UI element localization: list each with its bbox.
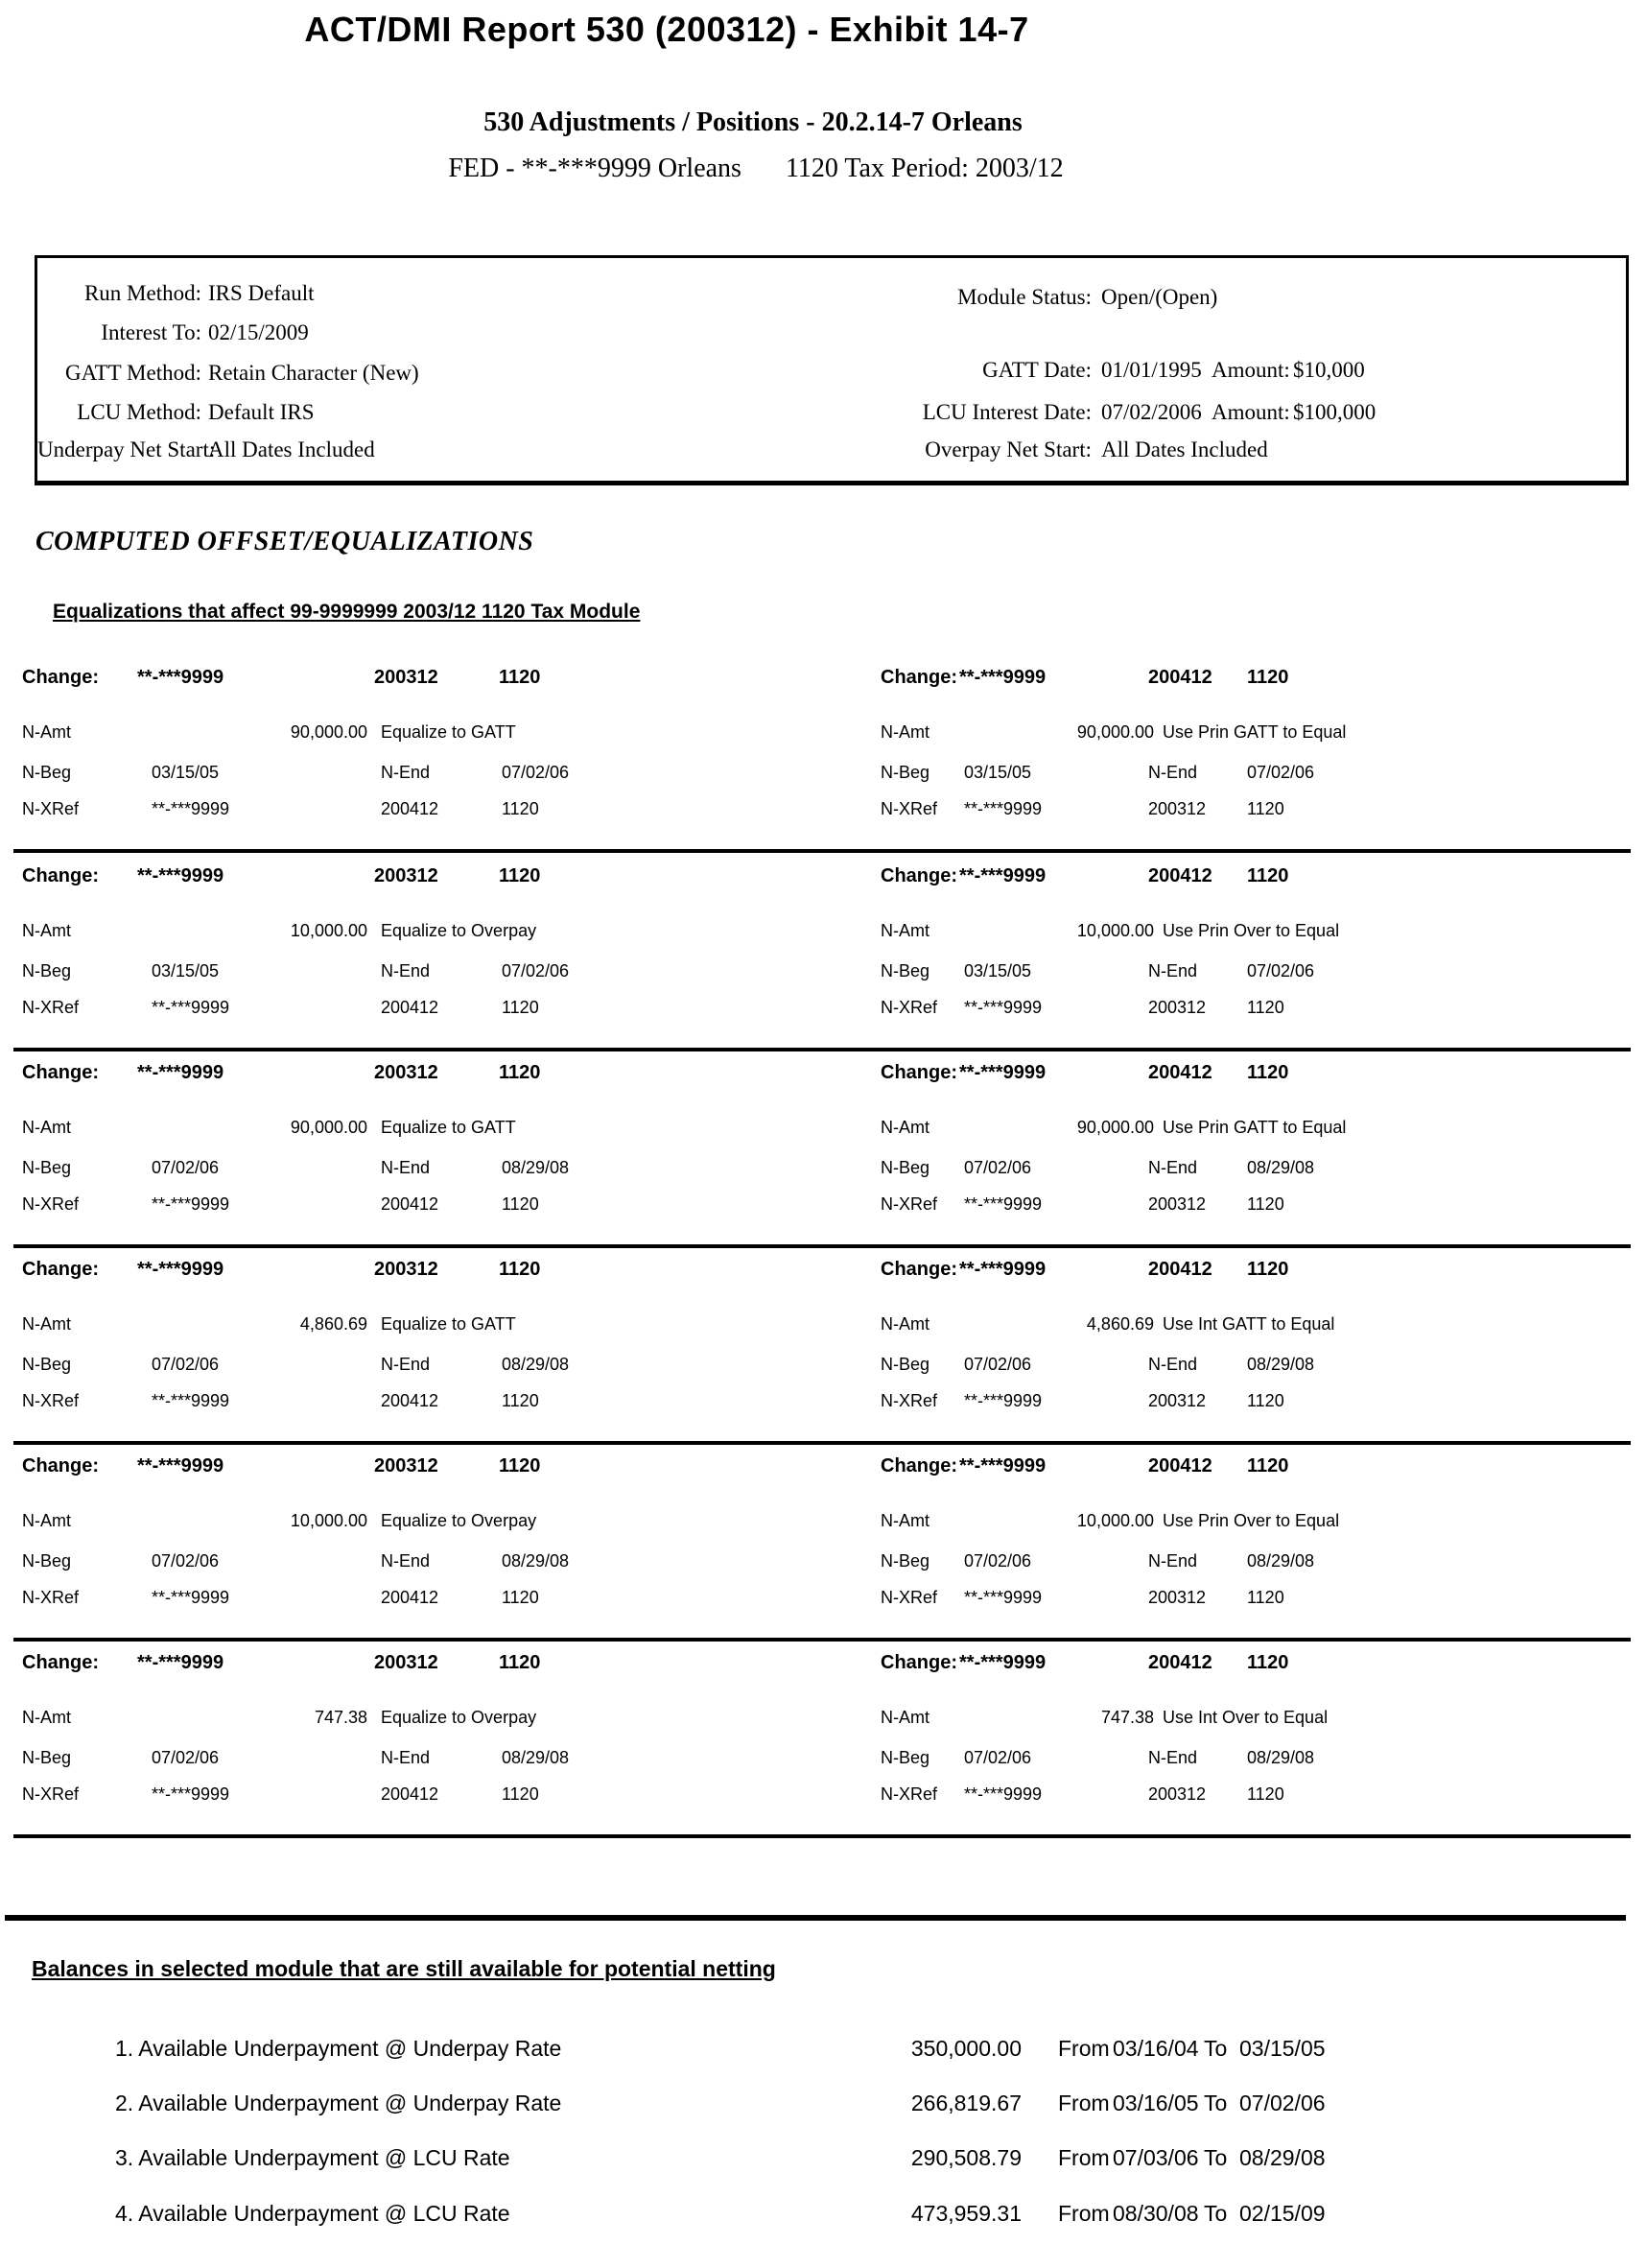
n-xref-label: N-XRef [22,1194,80,1214]
n-xref-period: 200412 [381,1194,439,1214]
info-label: Underpay Net Start: [37,437,216,461]
n-amt-desc: Equalize to GATT [381,1314,516,1334]
n-xref-label: N-XRef [881,998,938,1017]
n-amt-value: 90,000.00 [1076,1118,1154,1137]
n-xref-label: N-XRef [881,1784,938,1804]
n-amt-desc: Equalize to Overpay [381,1511,537,1530]
n-xref-tin: **-***9999 [152,1784,230,1804]
n-xref-label: N-XRef [22,799,80,818]
change-mft: 1120 [499,1259,541,1280]
section-title: COMPUTED OFFSET/EQUALIZATIONS [35,527,534,556]
n-end-date: 07/02/06 [1247,763,1315,782]
n-beg-label: N-Beg [881,1748,930,1767]
change-period: 200412 [1148,1455,1212,1477]
balance-label: 4. Available Underpayment @ LCU Rate [115,2201,510,2226]
n-beg-label: N-Beg [881,763,930,782]
change-mft: 1120 [1247,1062,1289,1083]
n-end-label: N-End [1148,763,1198,782]
info-value: Open/(Open) [1101,285,1218,309]
n-xref-mft: 1120 [502,998,539,1017]
balances-title: Balances in selected module that are still available for potential netting [32,1956,776,1981]
n-xref-tin: **-***9999 [964,1194,1043,1214]
n-xref-mft: 1120 [502,1391,539,1410]
n-xref-period: 200312 [1148,1194,1207,1214]
n-end-date: 08/29/08 [502,1355,570,1374]
n-amt-label: N-Amt [881,1118,929,1137]
balance-label: 3. Available Underpayment @ LCU Rate [115,2145,510,2170]
n-xref-tin: **-***9999 [152,1588,230,1607]
to-label: To [1204,2201,1228,2226]
n-xref-tin: **-***9999 [152,1391,230,1410]
change-mft: 1120 [1247,865,1289,886]
change-mft: 1120 [499,1062,541,1083]
n-xref-period: 200312 [1148,1784,1207,1804]
n-xref-period: 200412 [381,998,439,1017]
n-beg-date: 07/02/06 [964,1748,1032,1767]
n-beg-date: 03/15/05 [964,763,1032,782]
info-label: Interest To: [101,320,201,344]
info-label: Overpay Net Start: [925,437,1092,461]
n-beg-date: 07/02/06 [964,1355,1032,1374]
change-label: Change: [881,1652,957,1673]
to-label: To [1204,2091,1228,2115]
change-mft: 1120 [1247,1455,1289,1477]
n-xref-mft: 1120 [502,799,539,818]
change-tin: **-***9999 [959,1062,1047,1083]
info-label: LCU Method: [77,400,201,424]
n-amt-desc: Use Prin Over to Equal [1163,1511,1340,1530]
n-xref-period: 200312 [1148,1391,1207,1410]
change-tin: **-***9999 [137,1652,224,1673]
n-xref-period: 200412 [381,1391,439,1410]
change-period: 200312 [374,667,438,688]
n-xref-mft: 1120 [1247,1194,1284,1214]
to-date: 07/02/06 [1239,2091,1326,2115]
n-xref-label: N-XRef [881,799,938,818]
n-end-date: 08/29/08 [1247,1551,1315,1571]
n-end-label: N-End [381,1551,431,1571]
from-label: From [1058,2145,1110,2170]
n-xref-tin: **-***9999 [152,998,230,1017]
to-label: To [1204,2036,1228,2061]
n-amt-desc: Equalize to GATT [381,1118,516,1137]
info-value: All Dates Included [208,437,375,461]
change-period: 200312 [374,1062,438,1083]
change-tin: **-***9999 [137,1062,224,1083]
fed-entity: FED - **-***9999 Orleans [448,154,741,183]
to-label: To [1204,2145,1228,2170]
n-xref-mft: 1120 [1247,1391,1284,1410]
change-period: 200412 [1148,1652,1212,1673]
n-end-date: 08/29/08 [1247,1355,1315,1374]
n-xref-period: 200412 [381,799,439,818]
n-xref-label: N-XRef [881,1588,938,1607]
n-end-label: N-End [381,961,431,980]
info-value: 07/02/2006 [1101,400,1202,424]
n-xref-tin: **-***9999 [152,799,230,818]
n-beg-label: N-Beg [22,961,72,980]
n-end-label: N-End [381,1355,431,1374]
change-period: 200312 [374,1259,438,1280]
change-tin: **-***9999 [137,1259,224,1280]
change-mft: 1120 [499,1455,541,1477]
change-label: Change: [881,1259,957,1280]
n-beg-label: N-Beg [22,1748,72,1767]
n-xref-tin: **-***9999 [964,1784,1043,1804]
n-amt-desc: Equalize to Overpay [381,1708,537,1727]
n-xref-label: N-XRef [881,1391,938,1410]
n-end-label: N-End [381,763,431,782]
from-date: 03/16/05 [1113,2091,1199,2115]
n-amt-value: 747.38 [1100,1708,1154,1727]
change-label: Change: [22,1455,99,1477]
n-xref-tin: **-***9999 [152,1194,230,1214]
balance-amount: 266,819.67 [910,2091,1022,2115]
change-period: 200312 [374,1455,438,1477]
n-amt-desc: Use Prin Over to Equal [1163,921,1340,940]
n-amt-label: N-Amt [22,1314,71,1334]
n-amt-label: N-Amt [881,1708,929,1727]
from-date: 07/03/06 [1113,2145,1199,2170]
from-label: From [1058,2091,1110,2115]
n-amt-value: 4,860.69 [299,1314,367,1334]
n-amt-desc: Equalize to GATT [381,722,516,742]
n-end-date: 07/02/06 [502,763,570,782]
n-amt-value: 90,000.00 [290,1118,367,1137]
n-beg-date: 07/02/06 [152,1748,220,1767]
info-value: 02/15/2009 [208,320,309,344]
change-label: Change: [881,1062,957,1083]
info-value: IRS Default [208,281,315,305]
n-amt-value: 90,000.00 [290,722,367,742]
change-tin: **-***9999 [959,1259,1047,1280]
page-subtitle: 530 Adjustments / Positions - 20.2.14-7 Orleans [483,107,1023,137]
info-label: GATT Date: [982,358,1092,382]
n-xref-period: 200312 [1148,799,1207,818]
balance-label: 2. Available Underpayment @ Underpay Rate [115,2091,562,2115]
n-beg-label: N-Beg [22,763,72,782]
n-xref-label: N-XRef [22,998,80,1017]
from-date: 03/16/04 [1113,2036,1199,2061]
n-end-date: 08/29/08 [502,1748,570,1767]
change-mft: 1120 [1247,667,1289,688]
n-amt-desc: Use Int Over to Equal [1163,1708,1329,1727]
change-label: Change: [22,1062,99,1083]
fed-tax-period: 1120 Tax Period: 2003/12 [785,154,1064,183]
n-beg-date: 03/15/05 [152,763,220,782]
change-label: Change: [881,667,957,688]
change-period: 200312 [374,865,438,886]
info-value: Default IRS [208,400,315,424]
n-beg-label: N-Beg [22,1551,72,1571]
n-xref-label: N-XRef [22,1391,80,1410]
n-beg-date: 07/02/06 [964,1551,1032,1571]
to-date: 02/15/09 [1239,2201,1326,2226]
n-xref-mft: 1120 [1247,799,1284,818]
change-tin: **-***9999 [137,865,224,886]
change-mft: 1120 [1247,1259,1289,1280]
change-tin: **-***9999 [137,1455,224,1477]
change-period: 200412 [1148,865,1212,886]
section-subtitle: Equalizations that affect 99-9999999 2003/12 1120 Tax Module [53,601,641,623]
n-end-date: 08/29/08 [502,1158,570,1177]
info-value: 01/01/1995 [1101,358,1202,382]
info-label: GATT Method: [64,361,201,385]
n-beg-date: 03/15/05 [152,961,220,980]
n-beg-label: N-Beg [881,1551,930,1571]
n-xref-tin: **-***9999 [964,998,1043,1017]
n-beg-date: 07/02/06 [152,1158,220,1177]
from-label: From [1058,2036,1110,2061]
n-end-date: 08/29/08 [502,1551,570,1571]
balance-amount: 350,000.00 [910,2036,1022,2061]
n-amt-desc: Use Prin GATT to Equal [1163,1118,1347,1137]
n-amt-desc: Use Prin GATT to Equal [1163,722,1347,742]
n-end-label: N-End [1148,1158,1198,1177]
change-tin: **-***9999 [959,1652,1047,1673]
n-xref-label: N-XRef [22,1784,80,1804]
info-value: All Dates Included [1101,437,1268,461]
info-label: Module Status: [957,285,1092,309]
to-date: 03/15/05 [1239,2036,1326,2061]
change-label: Change: [881,1455,957,1477]
n-xref-label: N-XRef [881,1194,938,1214]
change-label: Change: [22,667,99,688]
n-amt-label: N-Amt [22,1511,71,1530]
n-amt-value: 10,000.00 [1076,921,1154,940]
from-label: From [1058,2201,1110,2226]
n-amt-label: N-Amt [22,1118,71,1137]
change-tin: **-***9999 [959,1455,1047,1477]
info-amount-label: Amount: [1212,400,1290,424]
info-label: LCU Interest Date: [922,400,1092,424]
n-amt-label: N-Amt [881,722,929,742]
n-xref-tin: **-***9999 [964,1588,1043,1607]
page-title: ACT/DMI Report 530 (200312) - Exhibit 14-7 [304,10,1029,49]
n-beg-label: N-Beg [881,961,930,980]
n-end-label: N-End [1148,1748,1198,1767]
n-xref-period: 200312 [1148,1588,1207,1607]
change-mft: 1120 [499,667,541,688]
balance-amount: 290,508.79 [910,2145,1022,2170]
n-end-label: N-End [381,1748,431,1767]
change-period: 200412 [1148,1259,1212,1280]
n-amt-value: 10,000.00 [290,921,367,940]
n-amt-label: N-Amt [881,921,929,940]
n-xref-tin: **-***9999 [964,799,1043,818]
change-label: Change: [22,865,99,886]
n-xref-mft: 1120 [502,1194,539,1214]
n-xref-mft: 1120 [1247,998,1284,1017]
change-mft: 1120 [499,865,541,886]
n-amt-label: N-Amt [881,1511,929,1530]
n-xref-period: 200312 [1148,998,1207,1017]
n-xref-label: N-XRef [22,1588,80,1607]
change-tin: **-***9999 [959,667,1047,688]
from-date: 08/30/08 [1113,2201,1199,2226]
n-beg-date: 07/02/06 [964,1158,1032,1177]
n-beg-date: 07/02/06 [152,1355,220,1374]
n-beg-label: N-Beg [881,1158,930,1177]
n-amt-value: 90,000.00 [1076,722,1154,742]
change-tin: **-***9999 [959,865,1047,886]
n-amt-value: 10,000.00 [1076,1511,1154,1530]
n-beg-label: N-Beg [22,1158,72,1177]
n-beg-date: 07/02/06 [152,1551,220,1571]
info-amount-label: Amount: [1212,358,1290,382]
n-beg-date: 03/15/05 [964,961,1032,980]
n-beg-label: N-Beg [22,1355,72,1374]
n-xref-mft: 1120 [502,1784,539,1804]
change-period: 200412 [1148,1062,1212,1083]
n-amt-value: 747.38 [314,1708,367,1727]
n-amt-value: 10,000.00 [290,1511,367,1530]
info-value: Retain Character (New) [208,361,419,385]
change-label: Change: [22,1259,99,1280]
n-xref-mft: 1120 [1247,1588,1284,1607]
balance-amount: 473,959.31 [910,2201,1022,2226]
info-amount: $100,000 [1293,400,1376,424]
balance-label: 1. Available Underpayment @ Underpay Rate [115,2036,562,2061]
n-end-label: N-End [1148,1355,1198,1374]
n-end-label: N-End [1148,1551,1198,1571]
change-period: 200412 [1148,667,1212,688]
n-end-date: 08/29/08 [1247,1748,1315,1767]
n-end-date: 08/29/08 [1247,1158,1315,1177]
n-end-date: 07/02/06 [1247,961,1315,980]
to-date: 08/29/08 [1239,2145,1326,2170]
change-tin: **-***9999 [137,667,224,688]
n-xref-tin: **-***9999 [964,1391,1043,1410]
n-end-label: N-End [381,1158,431,1177]
n-amt-label: N-Amt [881,1314,929,1334]
n-amt-desc: Use Int GATT to Equal [1163,1314,1335,1334]
info-amount: $10,000 [1293,358,1365,382]
n-xref-period: 200412 [381,1784,439,1804]
change-mft: 1120 [1247,1652,1289,1673]
n-amt-label: N-Amt [22,722,71,742]
n-beg-label: N-Beg [881,1355,930,1374]
change-period: 200312 [374,1652,438,1673]
n-xref-mft: 1120 [502,1588,539,1607]
n-amt-value: 4,860.69 [1086,1314,1154,1334]
n-xref-period: 200412 [381,1588,439,1607]
n-amt-desc: Equalize to Overpay [381,921,537,940]
change-label: Change: [22,1652,99,1673]
change-label: Change: [881,865,957,886]
n-end-date: 07/02/06 [502,961,570,980]
n-amt-label: N-Amt [22,1708,71,1727]
info-label: Run Method: [83,281,201,305]
n-amt-label: N-Amt [22,921,71,940]
n-xref-mft: 1120 [1247,1784,1284,1804]
change-mft: 1120 [499,1652,541,1673]
n-end-label: N-End [1148,961,1198,980]
